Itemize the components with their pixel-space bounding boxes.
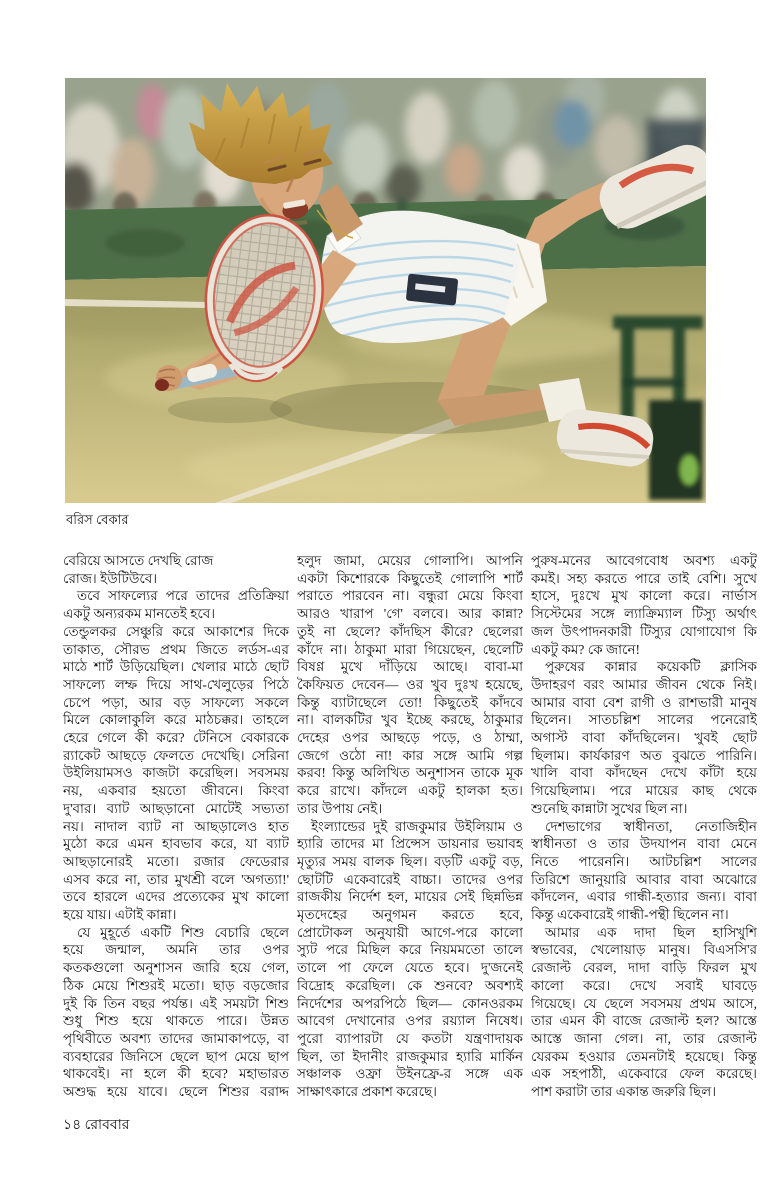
text-line: বেরিয়ে আসতে দেখছি রোজ <box>63 553 214 568</box>
text-line: ঠিক মেয়ে শিশুরই মতো। ছাড় বড়জোর <box>63 977 289 993</box>
text-line: গিয়েছিলাম। পরে মায়ের কাছ থেকে <box>531 783 757 799</box>
text-line: রোজ। ইউটিউবে। <box>63 570 158 586</box>
text-line: আস্তে জানা গেল। না, তার রেজাল্ট <box>531 1030 757 1046</box>
text-line: কাঁদলেন, এবার গান্ধী-হত্যার জন্য। বাবা <box>531 889 757 905</box>
text-line: হাসে, দুঃখে মুখ কালো করে। নার্ভাস <box>531 588 757 604</box>
text-column-1 <box>63 552 289 1104</box>
text-line: ছিল, তা ইদানীং রাজকুমার হ্যারি মার্কিন <box>297 1048 523 1064</box>
text-line: একটু কম? কে জানে! <box>531 641 641 657</box>
text-line: পাশ করাটা তার একান্ত জরুরি ছিল। <box>531 1084 717 1100</box>
text-line: সাফল্যে লম্ফ দিয়ে সাথ-খেলুড়ের পিঠে <box>63 676 289 692</box>
text-line: কতকগুলো অনুশাসন জারি হয়ে গেল, <box>63 960 289 976</box>
text-line: উদাহরণ বরং আমার জীবন থেকে নিই। <box>531 676 757 692</box>
text-line: তার এমন কী বাজে রেজাল্ট হল? আস্তে <box>531 1013 757 1029</box>
text-line: তবে হারলে এদের প্রত্যেকের মুখ কালো <box>63 889 289 905</box>
text-line: হয়ে জন্মাল, অমনি তার ওপর <box>63 942 289 958</box>
text-line: সঞ্চালক ওফ্রা উইনফ্রে-র সঙ্গে এক <box>297 1066 523 1082</box>
text-line: দু'বার। ব্যাট আছড়ানো মোটেই সভ্যতা <box>63 800 289 816</box>
text-line: আছড়ানোরই মতো। রজার ফেডেরার <box>63 853 289 869</box>
text-line: তেন্ডুলকর সেঞ্চুরি করে আকাশের দিকে <box>63 623 289 639</box>
text-line: তালে পা ফেলে যেতে হবে। দু'জনেই <box>297 960 523 976</box>
text-line: মুঠো করে এমন হাবভাব করে, যা ব্যাট <box>63 836 289 852</box>
page-number-and-magazine: ১৪ রোববার <box>63 1118 130 1133</box>
text-line: হ্যারি তাদের মা প্রিন্সেস ডায়নার ভয়াবহ <box>297 836 523 852</box>
text-line: কমই। সহ্য করতে পারে তাই বেশি। সুখে <box>531 570 757 586</box>
text-column-3 <box>531 552 757 1104</box>
text-line: গিয়েছে। যে ছেলে সবসময় প্রথম আসে, <box>531 995 757 1011</box>
text-line: পুরো ব্যাপারটা যে কতটা যন্ত্রণাদায়ক <box>297 1030 523 1046</box>
text-line: উইলিয়ামসও কাজটা করেছিল। সবসময় <box>63 765 289 781</box>
text-line: এসব করে না, তার মুখশ্রী বলে 'অগত্যা!' <box>63 871 289 887</box>
text-line: রাজকীয় নির্দেশ হল, মায়ের সেই ছিন্নভিন্ন <box>297 889 523 905</box>
text-line: কালো করে। দেখে সবাই ঘাবড়ে <box>531 977 757 993</box>
text-line: সিস্টেমের সঙ্গে ল্যাক্রিম্যাল টিস্যু অর্থাৎ <box>531 606 757 622</box>
text-line: একটা কিশোরকে কিছুতেই গোলাপি শার্ট <box>297 570 523 586</box>
text-line: জেগে ওঠো না! কার সঙ্গে আমি গল্প <box>297 747 523 763</box>
text-line: পরাতে পারবেন না। বন্ধুরা মেয়ে কিংবা <box>297 588 523 604</box>
text-line: আমার বাবা বেশ রাগী ও রাশভারী মানুষ <box>531 694 757 710</box>
text-line: জল উৎপাদনকারী টিস্যুর যোগাযোগ কি <box>531 623 757 639</box>
text-line: যে মুহূর্তে একটি শিশু বেচারি ছেলে <box>77 924 289 940</box>
text-line: দেহের ওপর আছড়ে পড়ে, ও ঠাম্মা, <box>297 730 523 746</box>
text-line: মৃতদেহের অনুগমন করতে হবে, <box>297 907 523 923</box>
text-column-2 <box>297 552 523 1104</box>
text-line: হলুদ জামা, মেয়ের গোলাপি। আপনি <box>297 553 523 568</box>
text-line: এক সহপাঠী, একেবারে ফেল করেছে। <box>531 1066 757 1082</box>
text-line: বিষণ্ণ মুখে দাঁড়িয়ে আছে। বাবা-মা <box>297 659 523 675</box>
text-line: কিন্তু ব্যাটাছেলে তো! কিছুতেই কাঁদবে <box>297 694 523 710</box>
text-line: ছোটটি একেবারেই বাচ্চা। তাদের ওপর <box>297 871 523 887</box>
text-line: স্বাধীনতা ও তার উদযাপন বাবা মেনে <box>531 836 757 852</box>
text-line: পুরুষের কান্নার কয়েকটি ক্লাসিক <box>545 659 757 675</box>
text-line: ইংল্যান্ডের দুই রাজকুমার উইলিয়াম ও <box>311 818 523 834</box>
text-line: ছিলেন। সাতচল্লিশ সালের পনেরোই <box>531 712 757 728</box>
text-line: মৃত্যুর সময় বালক ছিল। বড়টি একটু বড়, <box>297 853 523 869</box>
chest-logo <box>406 274 459 306</box>
text-line: তার উপায় নেই। <box>297 800 383 816</box>
text-line: নয়। নাদাল ব্যাট না আছড়ালেও হাত <box>63 818 289 834</box>
text-line: ব্যবহারের জিনিসে ছেলে ছাপ মেয়ে ছাপ <box>63 1048 289 1064</box>
text-line: রেজাল্ট বেরল, দাদা বাড়ি ফিরল মুখ <box>531 960 757 976</box>
text-line: পৃথিবীতে অবশ্য তাদের জামাকাপড়ে, বা <box>63 1030 289 1046</box>
text-line: হয়ে যায়। এটাই কান্না। <box>63 907 177 923</box>
text-line: প্রোটোকল অনুযায়ী আগে-পরে কালো <box>297 924 523 940</box>
text-line: নির্দেশের অপরপিঠে ছিল— কোনওরকম <box>297 995 523 1011</box>
text-line: শুনেছি কান্নাটা সুখের ছিল না। <box>531 800 688 816</box>
text-line: তাকাত, সৌরভ প্রথম জিতে লর্ডস-এর <box>63 641 289 657</box>
text-line: হেরে গেলে কী করে? টেনিসে বেকারকে <box>63 730 289 746</box>
text-line: তুই না ছেলে? কাঁদছিস কীরে? ছেলেরা <box>297 623 523 639</box>
text-line: মিলে কোলাকুলি করে মাঠচক্কর। তাহলে <box>63 712 289 728</box>
page-footer <box>63 1113 129 1137</box>
text-line: তবে সাফল্যের পরে তাদের প্রতিক্রিয়া <box>77 588 289 604</box>
text-line: একটু অন্যরকম মানতেই হবে। <box>63 606 216 622</box>
text-line: না। বালকটির খুব ইচ্ছে করছে, ঠাকুমার <box>297 712 523 728</box>
text-line: নিতে পারেননি। আটচল্লিশ সালের <box>531 853 757 869</box>
text-line: আরও খারাপ 'গে' বলবে। আর কান্না? <box>297 606 523 622</box>
text-line: অগাস্ট বাবা কাঁদছিলেন। খুবই ছোট <box>531 730 757 746</box>
text-line: মাঠে শার্ট উড়িয়েছিল। খেলার মাঠে ছোট <box>63 659 289 675</box>
text-line: যেরকম হওয়ার তেমনটাই হয়েছে। কিন্তু <box>531 1048 757 1064</box>
tennis-dive-photo-illustration <box>65 78 706 503</box>
text-line: করব! কিন্তু অলিখিত অনুশাসন তাকে মূক <box>297 765 523 781</box>
text-line: স্বভাবের, খেলোয়াড় মানুষ। বিএসসি'র <box>531 942 757 958</box>
text-line: কৈফিয়ত দেবেন— ওর খুব দুঃখ হয়েছে, <box>297 676 523 692</box>
text-line: আবেগ দেখানোর ওপর রয়্যাল নিষেধ। <box>297 1013 523 1029</box>
text-line: পুরুষ-মনের আবেগবোধ অবশ্য একটু <box>531 553 757 568</box>
text-line: নয়, একবার হয়তো জীবনে। কিংবা <box>63 783 289 799</box>
text-line: ছিলাম। কার্যকারণ অত বুঝতে পারিনি। <box>531 747 757 763</box>
article-body <box>63 552 757 1104</box>
text-line: শুধু শিশু হয়ে থাকতে পারে। উন্নত <box>63 1013 289 1029</box>
text-line: অশুদ্ধ হয়ে যাবে। ছেলে শিশুর বরাদ্দ <box>63 1084 289 1100</box>
text-line: স্যুট পরে মিছিল করে নিয়মমতো তালে <box>297 942 523 958</box>
text-line: করে রাখে। কাঁদলে একটু হালকা হত। <box>297 783 523 799</box>
text-line: চেপে পড়া, আর বড় সাফল্যে সকলে <box>63 694 289 710</box>
text-line: কিন্তু একেবারেই গান্ধী-পন্থী ছিলেন না। <box>531 907 729 923</box>
text-line: থাকবেই। না হলে কী হবে? মহাভারত <box>63 1066 289 1082</box>
text-line: র‍্যাকেট আছড়ে ফেলতে দেখেছি। সেরিনা <box>63 747 289 763</box>
text-line: কাঁদে না। ঠাকুমা মারা গিয়েছেন, ছেলেটি <box>297 641 523 657</box>
text-line: সাক্ষাৎকারে প্রকাশ করেছে। <box>297 1084 438 1100</box>
article-photo <box>65 78 706 503</box>
text-line: আমার এক দাদা ছিল হাসিখুশি <box>545 924 757 940</box>
text-line: দেশভাগের স্বাধীনতা, নেতাজিহীন <box>545 818 757 834</box>
text-line: তিরিশে জানুয়ারি আবার বাবা অঝোরে <box>531 871 757 887</box>
text-line: দুই কি তিন বছর পর্যন্ত। এই সময়টা শিশু <box>63 995 289 1011</box>
text-line: খালি বাবা কাঁদছেন দেখে কাঁটা হয়ে <box>531 765 757 781</box>
photo-caption: বরিস বেকার <box>66 512 129 527</box>
racket-butt-cap <box>155 379 169 391</box>
racket-shadow <box>168 397 292 423</box>
text-line: বিদ্রোহ করেছিল। কে শুনবে? অবশ্যই <box>297 977 523 993</box>
